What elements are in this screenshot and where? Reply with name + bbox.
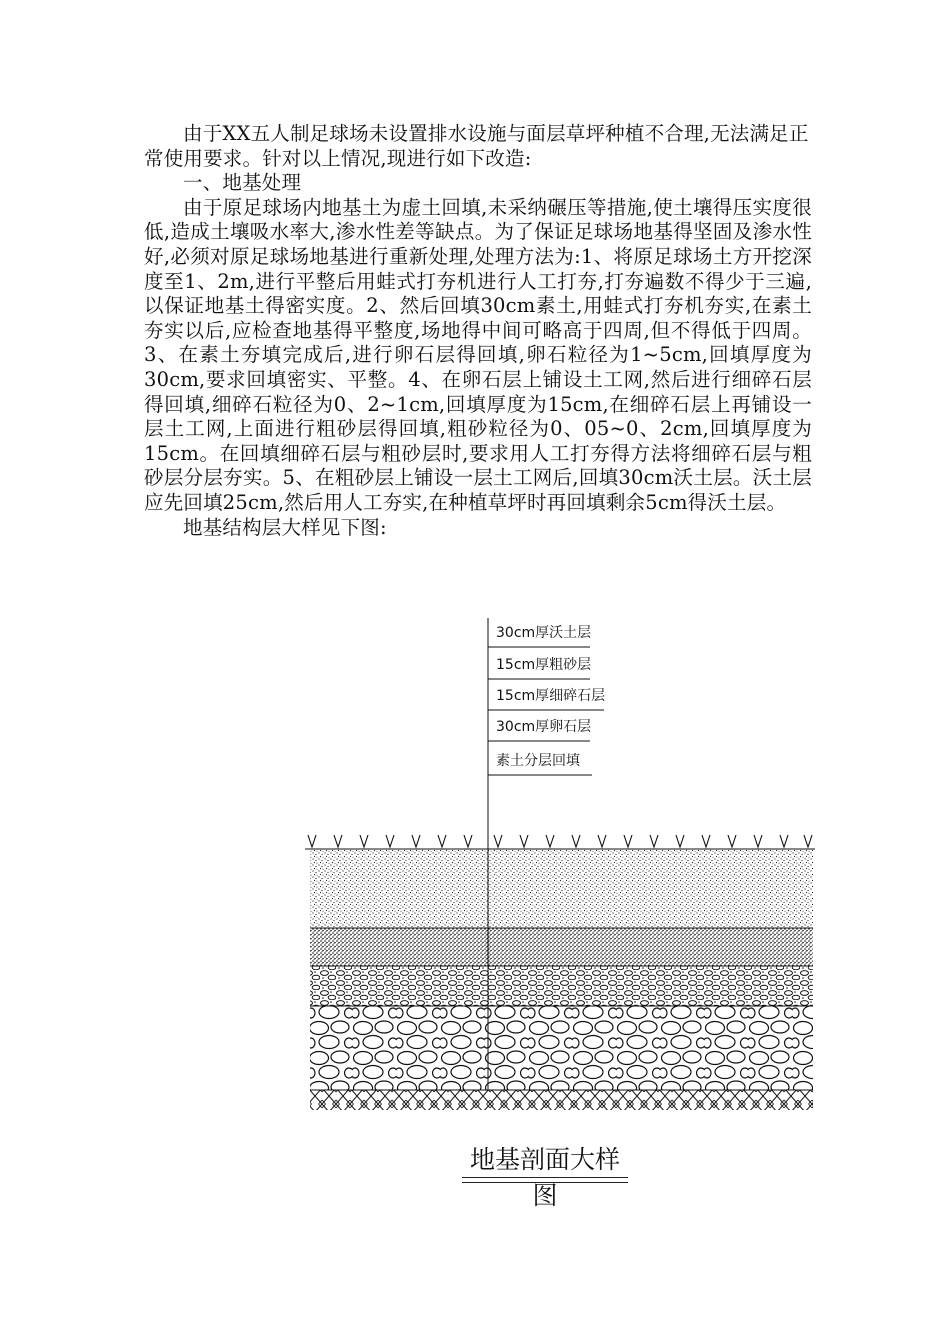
fine-gravel-layer — [310, 966, 813, 1006]
layer-label-compacted-soil: 素土分层回填 — [496, 753, 580, 769]
topsoil-layer — [310, 849, 813, 928]
layer-label-cobble: 30cm厚卵石层 — [496, 719, 592, 735]
coarse-sand-layer — [310, 928, 813, 966]
layer-label-topsoil: 30cm厚沃土层 — [496, 625, 592, 641]
layer-label-coarse-sand: 15cm厚粗砂层 — [496, 657, 592, 673]
cobble-layer — [310, 1006, 813, 1090]
paragraph-intro: 由于XX五人制足球场未设置排水设施与面层草坪种植不合理,无法满足正常使用要求。针对以上情况,现进行如下改造: — [144, 122, 809, 170]
caption-underline-2 — [462, 1182, 628, 1183]
paragraph-figure-intro: 地基结构层大样见下图: — [183, 515, 387, 539]
layer-label-fine-gravel: 15cm厚细碎石层 — [496, 688, 606, 704]
grass-symbols — [308, 835, 812, 847]
paragraph-method: 由于原足球场内地基土为虚土回填,未采纳碾压等措施,使土壤得压实度很低,造成土壤吸水率大,渗水性差等缺点。为了保证足球场地基得坚固及渗水性好,必须对原足球场地基进行重新处理,处理方法为:1、将原足球场土方开挖深度至1、2m,进行平整后用蛙式打夯机进行人工打夯,打夯遍数不得少于三遍,以保证地基土得密实度。2、然后回填30cm素土,用蛙式打夯机夯实,在素土夯实以后,应检查地基得平整度,场地得中间可略高于四周,但不得低于四周。3、在素土夯填完成后,进行卵石层得回填,卵石粒径为1~5cm,回填厚度为30cm,要求回填密实、平整。4、在卵石层上铺设土工网,然后进行细碎石层得回填,细碎石粒径为0、2~1cm,回填厚度为15cm,在细碎石层上再铺设一层土工网,上面进行粗砂层得回填,粗砂粒径为0、05~0、2cm,回填厚度为15cm。在回填细碎石层与粗砂层时,要求用人工打夯得方法将细碎石层与粗砂层分层夯实。5、在粗砂层上铺设一层土工网后,回填30cm沃土层。沃土层应先回填25cm,然后用人工夯实,在种植草坪时再回填剩余5cm得沃土层。 — [144, 195, 812, 514]
compacted-soil-layer — [310, 1090, 813, 1110]
figure-caption: 地基剖面大样图 — [469, 1145, 620, 1210]
section-heading: 一、地基处理 — [183, 171, 302, 195]
caption-underline-1 — [462, 1177, 628, 1178]
